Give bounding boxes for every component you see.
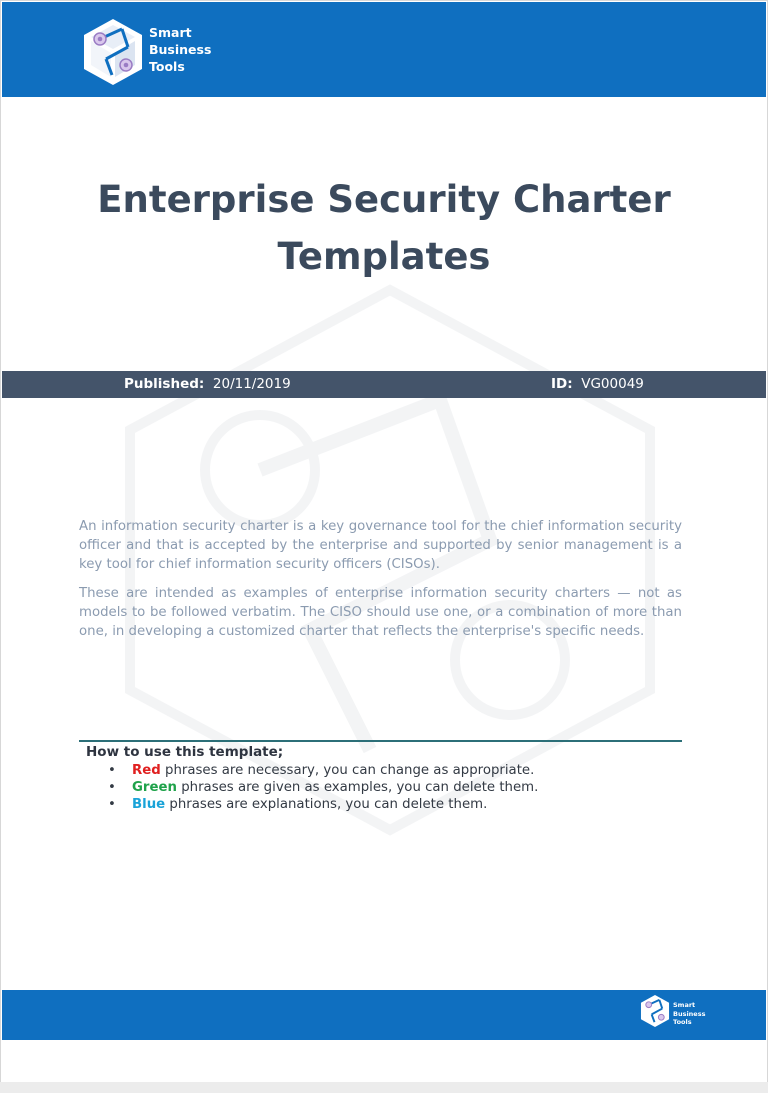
published-label: Published:: [124, 376, 205, 392]
howto-list: [108, 762, 538, 813]
howto-text-blue: phrases are explanations, you can delete them.: [165, 797, 488, 812]
bullet-icon: •: [108, 780, 116, 795]
intro-paragraph-2: These are intended as examples of enterprise information security charters — not as models to be followed verbatim. The CISO should use one, or a combination of more than one, in developing a customized charter that reflects the enterprise's specific needs.: [79, 586, 682, 639]
published-date: 20/11/2019: [212, 376, 291, 392]
howto-item-red: [108, 762, 538, 779]
brand-logo: [82, 17, 222, 87]
howto-item-blue: [108, 796, 538, 813]
footer-band: [2, 990, 766, 1040]
howto-keyword-blue: Blue: [132, 797, 166, 812]
footer-brand-line-1: Smart: [673, 1001, 696, 1009]
viewer-bottom-strip: [0, 1082, 768, 1093]
brand-line-2: Business: [149, 42, 212, 57]
brand-line-1: Smart: [149, 25, 192, 40]
bullet-icon: •: [108, 763, 116, 778]
cube-logo-icon: [82, 17, 144, 87]
footer-cube-logo-icon: [640, 994, 670, 1028]
howto-divider: [79, 740, 682, 742]
document-title-line-1: Enterprise Security Charter: [97, 178, 671, 221]
howto-keyword-red: Red: [132, 763, 161, 778]
intro-paragraph-1: An information security charter is a key governance tool for the chief information security officer and that is accepted by the enterprise and supported by senior management is a key tool for chief information security officers (CISOs).: [79, 519, 682, 572]
footer-logo: [640, 994, 720, 1036]
bullet-icon: •: [108, 797, 116, 812]
howto-title: How to use this template;: [86, 744, 284, 760]
meta-band: [2, 371, 766, 398]
document-title-line-2: Templates: [277, 235, 491, 278]
howto-item-green: [108, 779, 538, 796]
footer-brand-line-2: Business: [673, 1009, 706, 1018]
howto-keyword-green: Green: [132, 780, 177, 795]
footer-brand-line-3: Tools: [673, 1018, 692, 1026]
id-label: ID:: [551, 376, 573, 392]
howto-text-red: phrases are necessary, you can change as appropriate.: [160, 763, 535, 778]
document-id-info: [551, 371, 644, 398]
document-id: VG00049: [581, 376, 644, 392]
header-band: [2, 2, 766, 97]
brand-name: [149, 24, 211, 75]
published-info: [124, 371, 291, 398]
howto-text-green: phrases are given as examples, you can delete them.: [176, 780, 539, 795]
brand-line-3: Tools: [149, 59, 185, 74]
footer-brand-name: [673, 1001, 705, 1027]
